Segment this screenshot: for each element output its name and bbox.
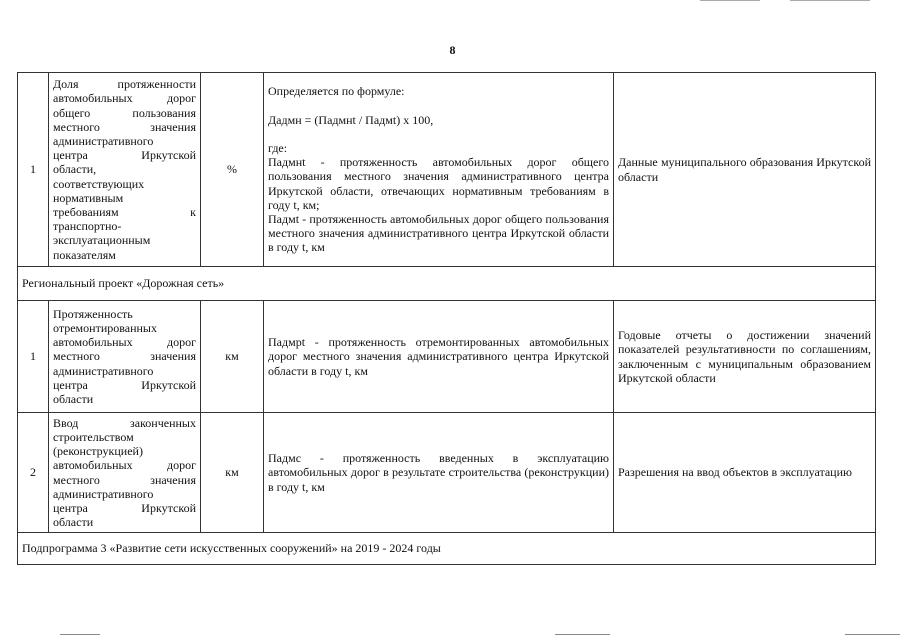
name-line: отремонтированных (53, 320, 157, 335)
table-row (18, 301, 876, 413)
table-row (18, 73, 876, 267)
name-line: автомобильных дорог (53, 458, 196, 473)
section-title-subprogram: Подпрограмма 3 «Развитие сети искусственных сооружений» на 2019 - 2024 годы (18, 533, 876, 565)
name-line: административного (53, 486, 154, 501)
name-line: области (53, 392, 94, 406)
name-line: области, (53, 162, 97, 177)
formula-intro: Определяется по формуле: (268, 84, 405, 99)
indicator-name (49, 413, 201, 533)
scan-edge-bottom-2 (555, 634, 610, 635)
name-line: эксплуатационным (53, 233, 151, 248)
scan-edge-top (700, 0, 760, 1)
formula: Дадмн = (Падмнt / Падмt) х 100, (268, 112, 434, 127)
name-line: показателям (53, 247, 116, 262)
calculation-method: Падмс - протяженность введенных в эксплуатацию автомобильных дорог в результате строительства (реконструкции) в году t, км (264, 413, 614, 533)
row-number: 1 (18, 301, 49, 413)
unit: км (201, 413, 264, 533)
name-line: требованиям к (53, 205, 196, 219)
calculation-method: Падмрt - протяженность отремонтированных автомобильных дорог местного значения административного центра Иркутской области в году t, км (264, 301, 614, 413)
name-line: соответствующих (53, 176, 145, 191)
indicator-table (17, 72, 876, 565)
name-line: административного (53, 363, 154, 378)
name-line: центра Иркутской (53, 148, 196, 163)
unit: % (201, 73, 264, 267)
name-line: Ввод законченных (53, 415, 196, 430)
page-number: 8 (449, 43, 456, 57)
name-line: местного значения (53, 119, 196, 134)
name-line: автомобильных дорог (53, 91, 196, 106)
section-title-regional: Региональный проект «Дорожная сеть» (18, 267, 876, 301)
name-line: Протяженность (53, 306, 133, 321)
scan-edge-bottom (60, 634, 100, 635)
name-line: местного значения (53, 349, 196, 364)
indicator-name (49, 73, 201, 267)
name-line: транспортно- (53, 219, 122, 234)
name-line: местного значения (53, 472, 196, 487)
scan-edge-bottom-3 (845, 634, 900, 635)
name-line: автомобильных дорог (53, 335, 196, 350)
indicator-name (49, 301, 201, 413)
formula-def-1: Падмнt - протяженность автомобильных дорог общего пользования местного значения административного центра Иркутской области, отвечающих нормативным требованиям в году t, км; (268, 155, 609, 212)
calculation-method (264, 73, 614, 267)
name-line: области (53, 515, 94, 530)
name-line: строительством (53, 429, 134, 444)
data-source: Разрешения на ввод объектов в эксплуатацию (614, 413, 876, 533)
name-line: Доля протяженности (53, 77, 196, 92)
name-line: административного (53, 133, 154, 148)
scan-edge-top-2 (790, 0, 870, 1)
name-line: общего пользования (53, 105, 196, 120)
data-source: Годовые отчеты о достижении значений показателей результативности по соглашениям, заключенным с муниципальным образованием Иркутской области (614, 301, 876, 413)
name-line: центра Иркутской (53, 500, 196, 515)
section-row (18, 533, 876, 565)
formula-where: где: (268, 140, 288, 155)
row-number: 1 (18, 73, 49, 267)
row-number: 2 (18, 413, 49, 533)
name-line: нормативным (53, 190, 124, 205)
formula-def-2: Падмt - протяженность автомобильных дорог общего пользования местного значения административного центра Иркутской области в году t, км (268, 211, 609, 255)
section-row (18, 267, 876, 301)
unit: км (201, 301, 264, 413)
name-line: центра Иркутской (53, 377, 196, 392)
name-line: (реконструкцией) (53, 444, 143, 459)
data-source: Данные муниципального образования Иркутской области (614, 73, 876, 267)
table-row (18, 413, 876, 533)
